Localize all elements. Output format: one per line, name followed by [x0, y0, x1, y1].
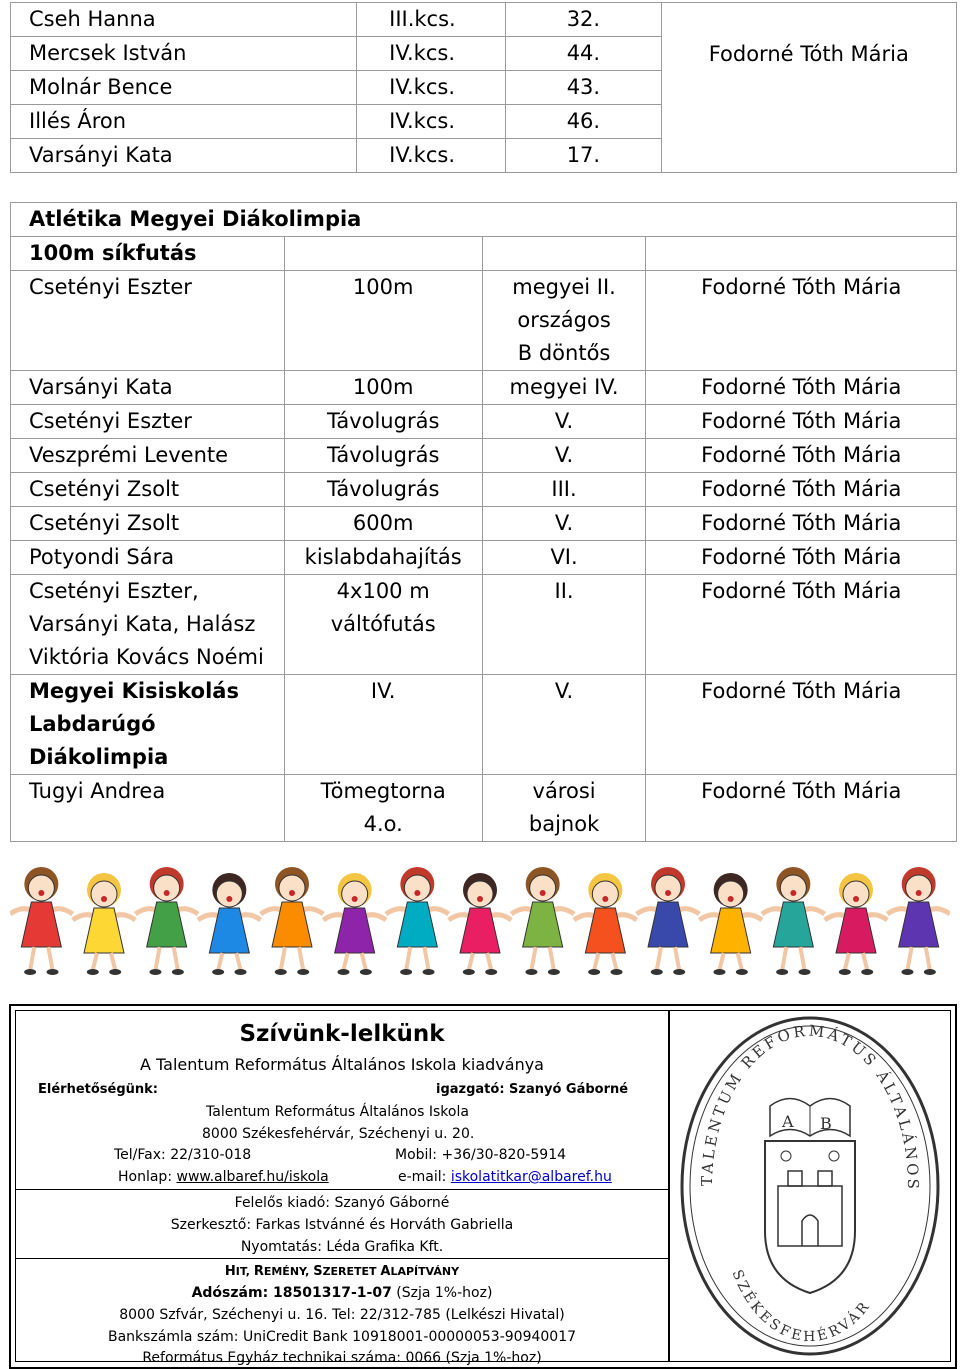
- homepage-link[interactable]: www.albaref.hu/iskola: [176, 1169, 329, 1185]
- results-table-2: [10, 202, 957, 842]
- homepage-label: Honlap:: [118, 1169, 177, 1185]
- table2-row: [11, 473, 957, 507]
- divider: [16, 1258, 668, 1259]
- editors: Szerkesztő: Farkas Istvánné és Horváth Gabriella: [170, 1217, 514, 1233]
- student-name: Cseh Hanna: [11, 3, 357, 37]
- child-figure: [198, 873, 261, 975]
- child-figure: [73, 873, 136, 975]
- coach-name: Fodorné Tóth Mária: [646, 405, 957, 439]
- student-class: III.kcs.: [357, 3, 506, 37]
- student-points: 43.: [506, 71, 661, 105]
- svg-text:A: A: [782, 1112, 794, 1131]
- participant-name: Csetényi Eszter: [11, 271, 285, 371]
- table2-row: [11, 371, 957, 405]
- svg-text:B: B: [820, 1114, 832, 1133]
- event-name: 600m: [284, 507, 482, 541]
- event-name: 100m: [284, 371, 482, 405]
- principal: igazgató: Szanyó Gáborné: [436, 1082, 629, 1097]
- participant-name: Csetényi Eszter: [11, 405, 285, 439]
- student-class: IV.kcs.: [357, 37, 506, 71]
- student-points: 44.: [506, 37, 661, 71]
- table2-row: [11, 439, 957, 473]
- email-label: e-mail:: [398, 1169, 451, 1185]
- seal-ring-text: TALENTUM REFORMÁTUS ÁLTALÁNOS: [697, 1021, 923, 1192]
- event-name: 4x100 m váltófutás: [284, 575, 482, 675]
- foundation-address: 8000 Szfvár, Széchenyi u. 16. Tel: 22/312-785 (Lelkészi Hivatal): [119, 1307, 565, 1323]
- placement: V.: [482, 675, 646, 775]
- placement: megyei II. országos B döntős: [482, 271, 646, 371]
- event-name: kislabdahajítás: [284, 541, 482, 575]
- child-figure: [699, 873, 762, 975]
- bank-account: Bankszámla szám: UniCredit Bank 10918001-00000053-90940017: [107, 1329, 577, 1345]
- school-name: Talentum Református Általános Iskola: [206, 1104, 469, 1120]
- table2-row: [11, 541, 957, 575]
- participant-name: Megyei Kisiskolás Labdarúgó Diákolimpia: [11, 675, 285, 775]
- participant-name: Tugyi Andrea: [11, 775, 285, 842]
- newsletter-subtitle: A Talentum Református Általános Iskola kiadványa: [140, 1055, 544, 1074]
- coach-name: Fodorné Tóth Mária: [661, 3, 956, 173]
- student-class: IV.kcs.: [357, 139, 506, 173]
- placement: V.: [482, 439, 646, 473]
- child-figure: [449, 873, 512, 975]
- coach-name: Fodorné Tóth Mária: [646, 439, 957, 473]
- coach-name: Fodorné Tóth Mária: [646, 575, 957, 675]
- seal-shield: [765, 1141, 855, 1293]
- participant-name: Csetényi Zsolt: [11, 507, 285, 541]
- child-figure: [637, 867, 700, 975]
- email-line: [398, 1169, 612, 1185]
- placement: III.: [482, 473, 646, 507]
- contact-label: Elérhetőségünk:: [38, 1082, 158, 1097]
- placement: VI.: [482, 541, 646, 575]
- student-points: 46.: [506, 105, 661, 139]
- coach-name: Fodorné Tóth Mária: [646, 775, 957, 842]
- coach-name: Fodorné Tóth Mária: [646, 507, 957, 541]
- child-figure: [386, 867, 449, 975]
- placement: megyei IV.: [482, 371, 646, 405]
- school-seal: [670, 1011, 950, 1361]
- participant-name: Veszprémi Levente: [11, 439, 285, 473]
- tax-number: Adószám: 18501317-1-07 (Szja 1%-hoz): [191, 1285, 493, 1301]
- event-name: Távolugrás: [284, 473, 482, 507]
- event-name: IV.: [284, 675, 482, 775]
- participant-name: Potyondi Sára: [11, 541, 285, 575]
- student-class: IV.kcs.: [357, 105, 506, 139]
- participant-name: Csetényi Eszter, Varsányi Kata, Halász Viktória Kovács Noémi: [11, 575, 285, 675]
- event-heading-row: [11, 237, 957, 271]
- publisher: Felelős kiadó: Szanyó Gáborné: [234, 1195, 450, 1211]
- results-table-1: [10, 2, 957, 200]
- child-figure: [574, 873, 637, 975]
- child-figure: [511, 867, 574, 975]
- placement: II.: [482, 575, 646, 675]
- child-figure: [323, 873, 386, 975]
- tel-fax: Tel/Fax: 22/310-018: [114, 1147, 252, 1163]
- dancing-children-illustration: [10, 862, 950, 980]
- coach-name: Fodorné Tóth Mária: [646, 675, 957, 775]
- seal-city-text: SZÉKESFEHÉRVÁR: [728, 1267, 875, 1346]
- coach-name: Fodorné Tóth Mária: [646, 271, 957, 371]
- newsletter-footer: [9, 1004, 957, 1369]
- table1-spacer: [11, 173, 957, 201]
- church-tax-number: Református Egyház technikai száma: 0066 (Szja 1%-hoz): [142, 1350, 542, 1366]
- table2-row: [11, 271, 957, 371]
- seal-box: [669, 1010, 951, 1362]
- coach-name: Fodorné Tóth Mária: [646, 473, 957, 507]
- event-name: Távolugrás: [284, 405, 482, 439]
- table2-row: [11, 675, 957, 775]
- mobile: Mobil: +36/30-820-5914: [395, 1147, 567, 1163]
- event-name: 100m: [284, 271, 482, 371]
- student-class: IV.kcs.: [357, 71, 506, 105]
- seal-book-icon: [770, 1099, 850, 1137]
- competition-row: [11, 203, 957, 237]
- school-address: 8000 Székesfehérvár, Széchenyi u. 20.: [202, 1126, 475, 1142]
- child-figure: [135, 867, 198, 975]
- table2-row: [11, 575, 957, 675]
- table2-row: [11, 775, 957, 842]
- student-name: Varsányi Kata: [11, 139, 357, 173]
- child-figure: [261, 867, 324, 975]
- table1-row: [11, 3, 957, 37]
- contact-box: [15, 1010, 669, 1366]
- student-points: 32.: [506, 3, 661, 37]
- child-figure: [10, 867, 73, 975]
- table2-row: [11, 507, 957, 541]
- placement: V.: [482, 405, 646, 439]
- student-name: Illés Áron: [11, 105, 357, 139]
- foundation-name: HIT, REMÉNY, SZERETET ALAPÍTVÁNY: [224, 1264, 460, 1279]
- homepage-line: [118, 1169, 329, 1185]
- child-figure: [762, 867, 825, 975]
- event-name: Tömegtorna 4.o.: [284, 775, 482, 842]
- email-link[interactable]: iskolatitkar@albaref.hu: [450, 1169, 612, 1185]
- student-points: 17.: [506, 139, 661, 173]
- event-heading: 100m síkfutás: [11, 237, 285, 271]
- placement: városi bajnok: [482, 775, 646, 842]
- child-figure: [825, 873, 888, 975]
- student-name: Mercsek István: [11, 37, 357, 71]
- event-name: Távolugrás: [284, 439, 482, 473]
- divider: [16, 1189, 668, 1190]
- participant-name: Csetényi Zsolt: [11, 473, 285, 507]
- placement: V.: [482, 507, 646, 541]
- participant-name: Varsányi Kata: [11, 371, 285, 405]
- competition-title: Atlétika Megyei Diákolimpia: [11, 203, 957, 237]
- printer: Nyomtatás: Léda Grafika Kft.: [240, 1239, 444, 1255]
- coach-name: Fodorné Tóth Mária: [646, 371, 957, 405]
- child-figure: [887, 867, 950, 975]
- newsletter-title: Szívünk-lelkünk: [239, 1021, 445, 1047]
- student-name: Molnár Bence: [11, 71, 357, 105]
- coach-name: Fodorné Tóth Mária: [646, 541, 957, 575]
- table2-row: [11, 405, 957, 439]
